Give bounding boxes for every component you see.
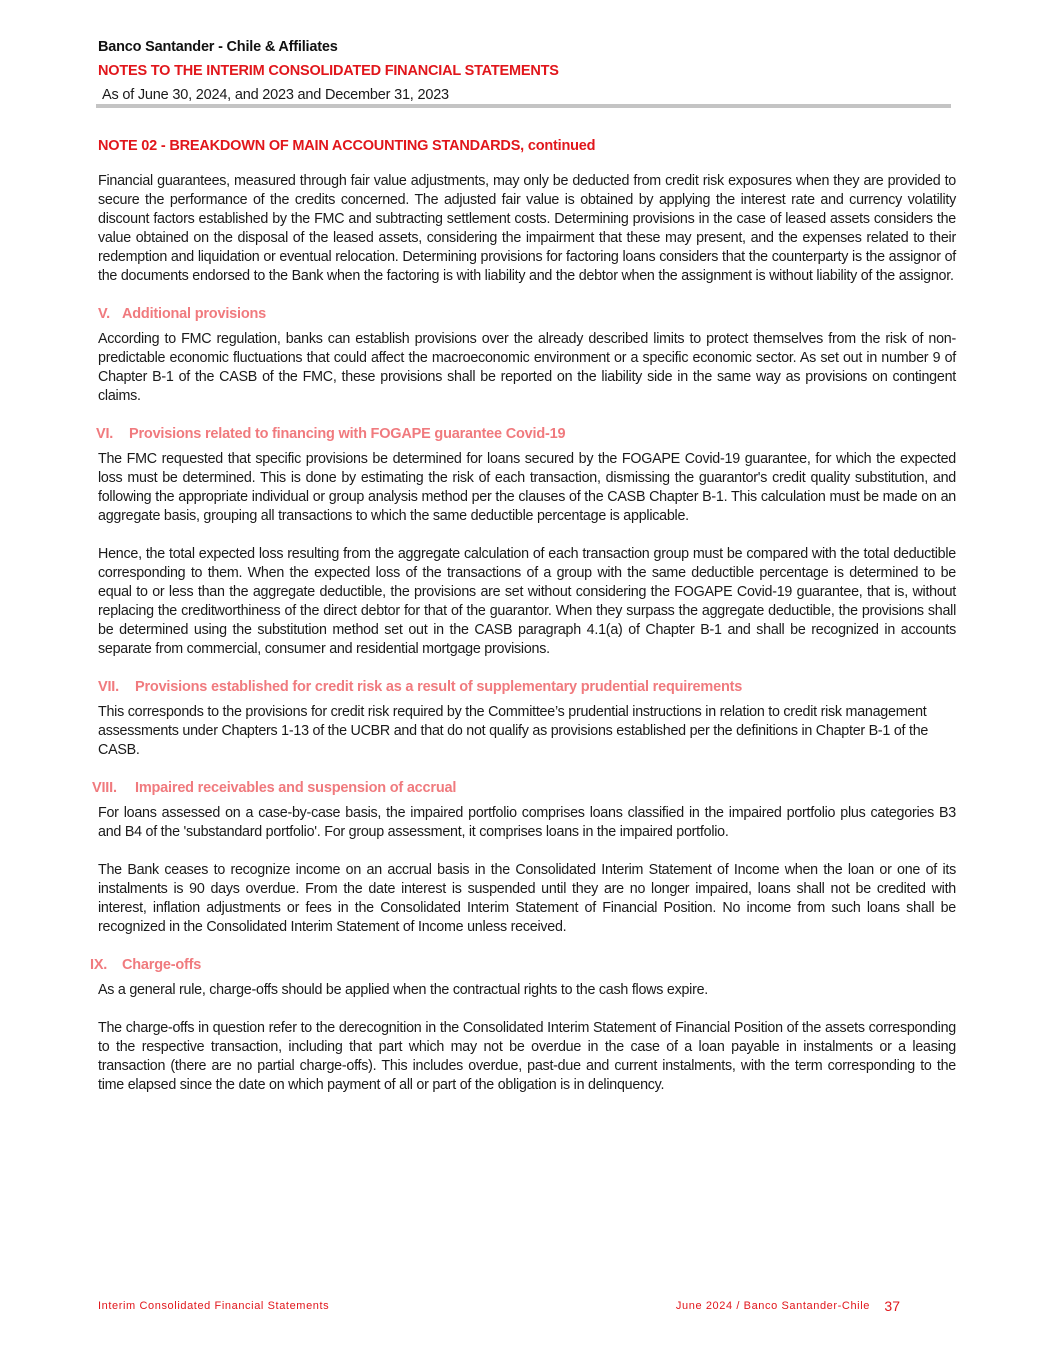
section-number: VIII. — [92, 780, 117, 796]
section-ix-paragraph-1: As a general rule, charge-offs should be applied when the contractual rights to the cash flows expire. — [98, 982, 709, 998]
page-footer — [98, 1298, 900, 1318]
section-viii-paragraph-1: For loans assessed on a case-by-case basis, the impaired portfolio comprises loans classified in the impaired portfolio plus categories B3 and B4 of the 'substandard portfolio'. For group assessment, it comprises loans in the impaired portfolio. — [98, 805, 956, 840]
as-of-date: As of June 30, 2024, and 2023 and December 31, 2023 — [102, 87, 449, 103]
section-heading-viii — [92, 778, 956, 798]
section-title: Additional provisions — [122, 306, 267, 322]
intro-paragraph: Financial guarantees, measured through fair value adjustments, may only be deducted from credit risk exposures when they are provided to secure the performance of the credits concerned. The adjusted fair value is obtained by applying the interest rate and currency volatility discount factors established by the FMC and subtracting settlement costs. Determining provisions in the case of leased assets considers the value obtained on the disposal of the leased assets, considering the impairment that these may present, and the expenses related to their redemption and liquidation or eventual relocation. Determining provisions for factoring loans considers that the counterparty is the assignor of the documents endorsed to the Bank when the factoring is with liability and the debtor when the assignment is without liability of the assignor. — [98, 173, 956, 284]
section-vii-paragraph: This corresponds to the provisions for credit risk required by the Committee’s prudential instructions in relation to credit risk management assessments under Chapters 1-13 of the UCBR and that do not qualify as provisions established per the definitions in Chapter B-1 of the CASB. — [98, 704, 929, 758]
section-title: Impaired receivables and suspension of accrual — [135, 780, 457, 796]
section-v-paragraph: According to FMC regulation, banks can establish provisions over the already described limits to protect themselves from the risk of non-predictable economic fluctuations that could affect the macroeconomic environment or a specific economic sector. As set out in number 9 of Chapter B-1 of the CASB of the FMC, these provisions shall be reported on the liability side in the same way as provisions on contingent claims. — [98, 331, 956, 404]
section-vi-paragraph-1: The FMC requested that specific provisions be determined for loans secured by the FOGAPE Covid-19 guarantee, for which the expected loss must be determined. This is done by estimating the risk of each transaction, dismissing the guarantor's credit quality substitution, and following the appropriate individual or group analysis method per the clauses of the CASB Chapter B-1. This calculation must be made on an aggregate basis, grouping all transactions to which the same deductible percentage is applicable. — [98, 451, 956, 524]
section-viii-paragraph-2: The Bank ceases to recognize income on an accrual basis in the Consolidated Interim Statement of Income when the loan or one of its instalments is 90 days overdue. From the date interest is suspended until they are no longer impaired, loans shall not be credited with interest, inflation adjustments or fees in the Consolidated Interim Statement of Financial Position. No income from such loans shall be recognized in the Consolidated Interim Statement of Income unless received. — [98, 862, 956, 935]
note-title: NOTE 02 - BREAKDOWN OF MAIN ACCOUNTING STANDARDS, continued — [98, 138, 596, 154]
page-number: 37 — [884, 1298, 900, 1314]
company-name: Banco Santander - Chile & Affiliates — [98, 39, 338, 55]
page-header — [98, 36, 951, 106]
section-vi-paragraph-2: Hence, the total expected loss resulting from the aggregate calculation of each transaction group must be compared with the total deductible corresponding to them. When the expected loss of the transactions of a group with the same deductible percentage is determined to be equal to or less than the aggregate deductible, the provisions are set without considering the FOGAPE Covid-19 guarantee, that is, without replacing the creditworthiness of the direct debtor for that of the guarantor. When they surpass the aggregate deductible, the provisions shall be determined using the substitution method set out in the CASB paragraph 4.1(a) of Chapter B-1 and shall be recognized in accounts separate from commercial, consumer and residential mortgage provisions. — [98, 546, 956, 657]
section-heading-ix — [90, 955, 956, 975]
section-title: Charge-offs — [122, 957, 202, 973]
section-ix-paragraph-2: The charge-offs in question refer to the derecognition in the Consolidated Interim Statement of Financial Position of the assets corresponding to the respective transaction, including that part which may not be overdue in the case of a loan payable in instalments or a leasing transaction (there are no partial charge-offs). This includes overdue, past-due and current instalments, with the term corresponding to the time elapsed since the date on which payment of all or part of the obligation is in delinquency. — [98, 1020, 956, 1093]
section-number: VI. — [96, 426, 114, 442]
section-title: Provisions established for credit risk as a result of supplementary prudential requirements — [135, 679, 743, 695]
section-heading-vii — [98, 677, 956, 697]
footer-date-company: June 2024 / Banco Santander-Chile — [675, 1300, 870, 1312]
section-heading-v — [98, 304, 956, 324]
section-number: IX. — [90, 957, 108, 973]
section-number: VII. — [98, 679, 119, 695]
document-body — [90, 135, 956, 1095]
section-number: V. — [98, 306, 110, 322]
section-title: Provisions related to financing with FOGAPE guarantee Covid-19 — [129, 426, 566, 442]
footer-document-title: Interim Consolidated Financial Statements — [98, 1300, 330, 1312]
header-divider — [96, 104, 951, 108]
section-heading-vi — [96, 424, 956, 444]
notes-title: NOTES TO THE INTERIM CONSOLIDATED FINANCIAL STATEMENTS — [98, 63, 559, 79]
